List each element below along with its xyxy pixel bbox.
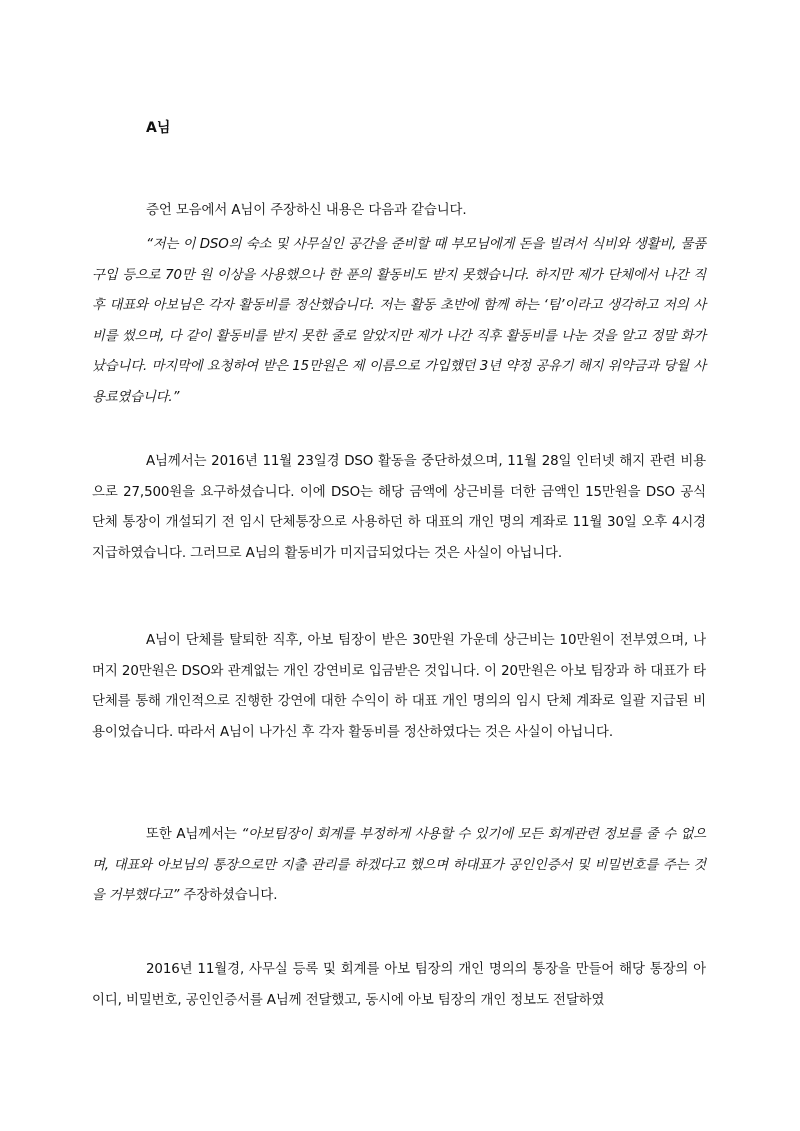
intro-text: 증언 모음에서 A님이 주장하신 내용은 다음과 같습니다. <box>146 203 467 218</box>
document-heading: A님 <box>146 120 171 136</box>
paragraph-2-text: A님이 단체를 탈퇴한 직후, 아보 팀장이 받은 30만원 가운데 상근비는 10만원이 전부였으며, 나머지 20만원은 DSO와 관계없는 개인 강연비로 입금받은 것입니다. 이 20만원은 아보 팀장과 하 대표가 타 단체를 통해 개인적으로 진행한 강연에 대한 수익이 하 대표 개인 명의의 임시 단체 계좌로 일괄 지급된 비용이었습니다. 따라서 A님이 나가신 후 각자 활동비를 정산하였다는 것은 사실이 아닙니다. <box>92 633 706 740</box>
paragraph-1 <box>92 447 706 569</box>
paragraph-3-suffix: 주장하셨습니다. <box>179 888 278 903</box>
quote-text: “저는 이 DSO의 숙소 및 사무실인 공간을 준비할 때 부모님에게 돈을 빌려서 식비와 생활비, 물품구입 등으로 70만 원 이상을 사용했으나 한 푼의 활동비도 받지 못했습니다. 하지만 제가 단체에서 나간 직후 대표와 아보님은 각자 활동비를 정산했습니다. 저는 활동 초반에 함께 하는 ‘팀’이라고 생각하고 저의 사비를 썼으며, 다 같이 활동비를 받지 못한 줄로 알았지만 제가 나간 직후 활동비를 나눈 것을 알고 정말 화가 났습니다. 마지막에 요청하여 받은 15만원은 제 이름으로 가입했던 3년 약정 공유기 해지 위약금과 당월 사용료였습니다.” <box>92 237 706 405</box>
paragraph-2 <box>92 626 706 748</box>
paragraph-3-quote: “아보팀장이 회계를 부정하게 사용할 수 있기에 모든 회계관련 정보를 줄 수 없으며, 대표와 아보님의 통장으로만 지출 관리를 하겠다고 했으며 하대표가 공인인증서 및 비밀번호를 주는 것을 거부했다고” <box>92 827 706 903</box>
paragraph-3 <box>92 820 706 912</box>
paragraph-3-text <box>92 820 706 912</box>
paragraph-3-prefix: 또한 A님께서는 <box>146 827 242 842</box>
intro-paragraph <box>92 196 706 227</box>
paragraph-4-text: 2016년 11월경, 사무실 등록 및 회계를 아보 팀장의 개인 명의의 통장을 만들어 해당 통장의 아이디, 비밀번호, 공인인증서를 A님께 전달했고, 동시에 아보 팀장의 개인 정보도 전달하였 <box>92 962 706 1008</box>
paragraph-4 <box>92 955 706 1016</box>
testimony-quote <box>92 230 706 413</box>
paragraph-1-text: A님께서는 2016년 11월 23일경 DSO 활동을 중단하셨으며, 11월 28일 인터넷 해지 관련 비용으로 27,500원을 요구하셨습니다. 이에 DSO는 해당 금액에 상근비를 더한 금액인 15만원을 DSO 공식 단체 통장이 개설되기 전 임시 단체통장으로 사용하던 하 대표의 개인 명의 계좌로 11월 30일 오후 4시경 지급하였습니다. 그러므로 A님의 활동비가 미지급되었다는 것은 사실이 아닙니다. <box>92 454 706 561</box>
